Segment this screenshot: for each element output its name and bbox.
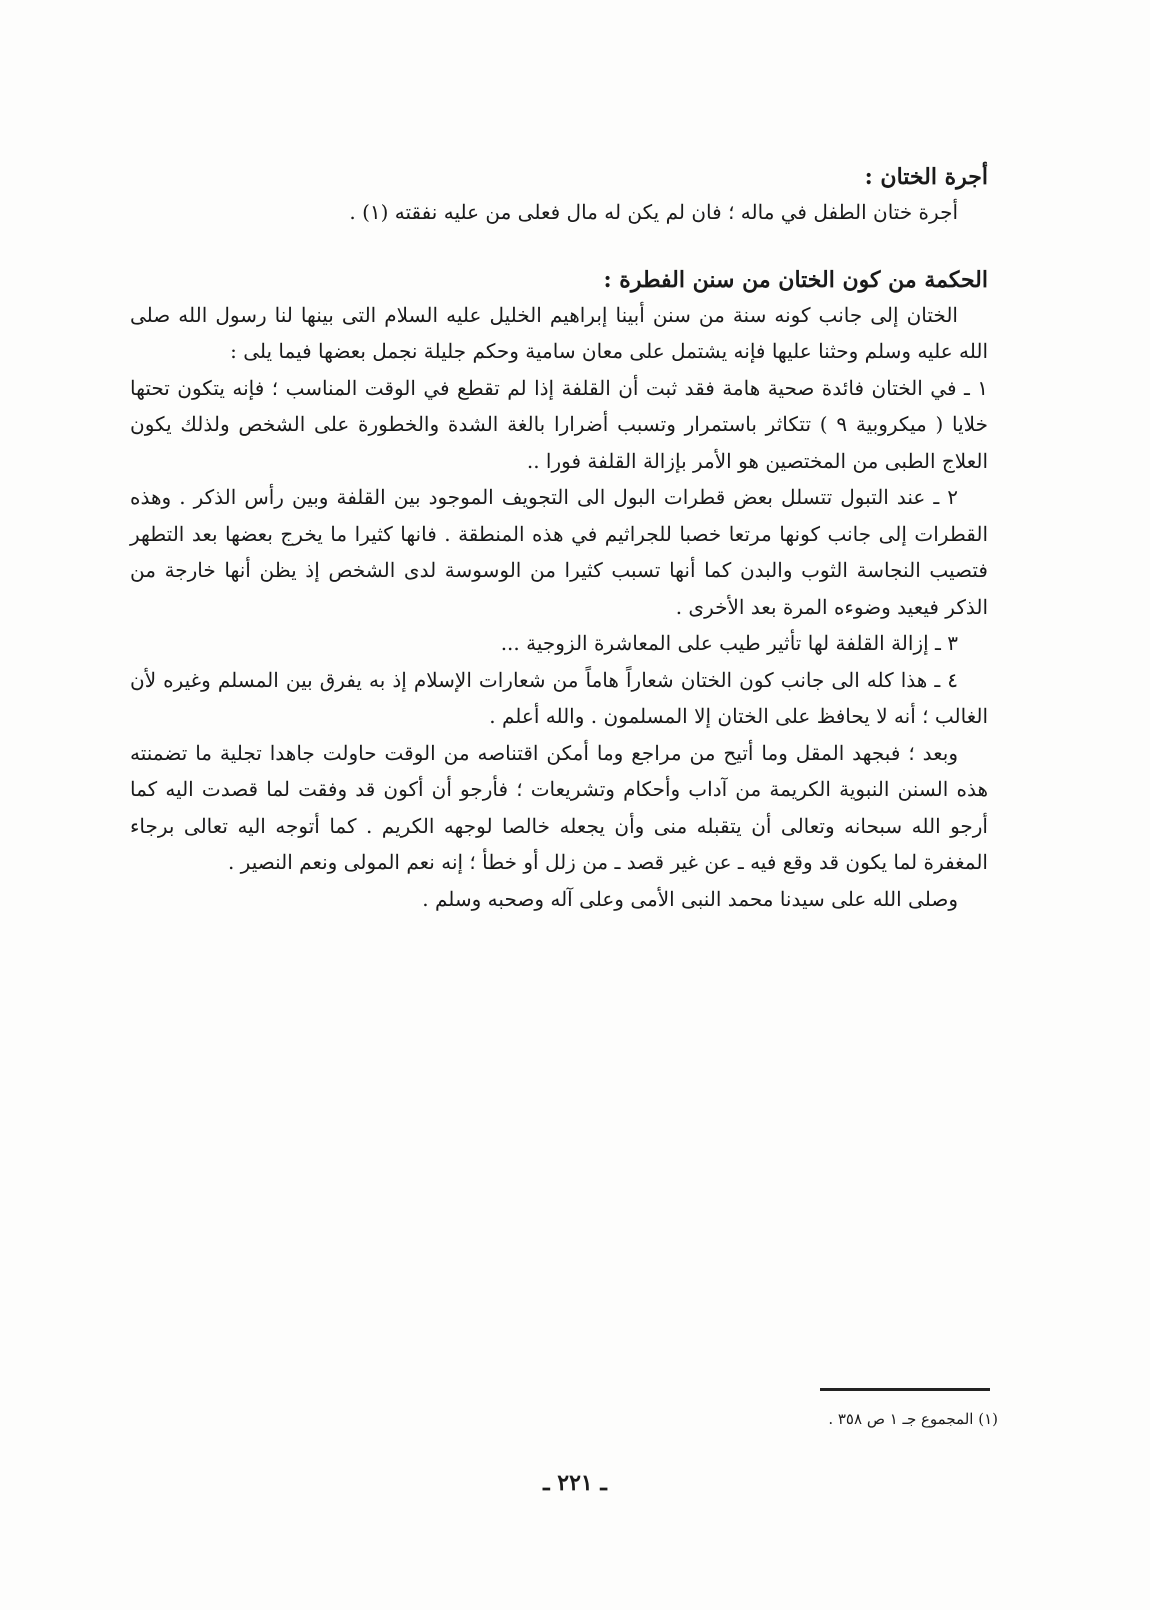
footnote-divider — [820, 1388, 990, 1391]
paragraph-closing-prayer: وصلى الله على سيدنا محمد النبى الأمى وعلى آله وصحبه وسلم . — [422, 886, 958, 911]
section-heading-circumcision-fee: أجرة الختان : — [864, 164, 988, 190]
paragraph-intro: الختان إلى جانب كونه سنة من سنن أبينا إبراهيم الخليل عليه السلام التى بينها لنا رسول الله صلى الله عليه وسلم وحثنا عليها فإنه يشتمل على معان سامية وحكم جليلة نجمل بعضها فيما يلى : — [130, 302, 988, 363]
paragraph-point-4: ٤ ـ هذا كله الى جانب كون الختان شعاراً هاماً من شعارات الإسلام إذ به يفرق بين المسلم وغيره لأن الغالب ؛ أنه لا يحافظ على الختان إلا المسلمون . والله أعلم . — [130, 667, 988, 728]
footnote: (١) المجموع جـ ١ ص ٣٥٨ . — [828, 1410, 998, 1428]
main-content — [130, 150, 988, 917]
paragraph-circumcision-fee: أجرة ختان الطفل في ماله ؛ فان لم يكن له مال فعلى من عليه نفقته (١) . — [349, 200, 958, 224]
paragraph-point-1: ١ ـ في الختان فائدة صحية هامة فقد ثبت أن القلفة إذا لم تقطع في الوقت المناسب ؛ فإنه يتكون تحتها خلايا ( ميكروبية ٩ ) تتكاثر باستمرار وتسبب أضرارا بالغة الشدة والخطورة على الشخص ولذلك يكون العلاج الطبى من المختصين هو الأمر بإزالة القلفة فورا .. — [130, 375, 988, 473]
paragraph-point-2: ٢ ـ عند التبول تتسلل بعض قطرات البول الى التجويف الموجود بين القلفة وبين رأس الذكر . وهذه القطرات إلى جانب كونها مرتعا خصبا للجراثيم في هذه المنطقة . فانها كثيرا ما يخرج بعضها بعد التطهر فتصيب النجاسة الثوب والبدن كما أنها تسبب كثيرا من الوسوسة لدى الشخص إذ يظن أنها خارجة من الذكر فيعيد وضوءه المرة بعد الأخرى . — [130, 485, 988, 619]
section-heading-wisdom: الحكمة من كون الختان من سنن الفطرة : — [603, 266, 988, 293]
paragraph-conclusion: وبعد ؛ فبجهد المقل وما أتيح من مراجع وما أمكن اقتناصه من الوقت حاولت جاهدا تجلية ما تضمنته هذه السنن النبوية الكريمة من آداب وأحكام وتشريعات ؛ فأرجو أن أكون قد وفقت لما قصدت اليه كما أرجو الله سبحانه وتعالى أن يتقبله منى وأن يجعله خالصا لوجهه الكريم . كما أتوجه اليه تعالى برجاء المغفرة لما يكون قد وقع فيه ـ عن غير قصد ـ من زلل أو خطأ ؛ إنه نعم المولى ونعم النصير . — [130, 740, 988, 874]
page-number: ـ ٢٢١ ـ — [543, 1470, 607, 1496]
paragraph-point-3: ٣ ـ إزالة القلفة لها تأثير طيب على المعاشرة الزوجية ... — [500, 631, 958, 655]
